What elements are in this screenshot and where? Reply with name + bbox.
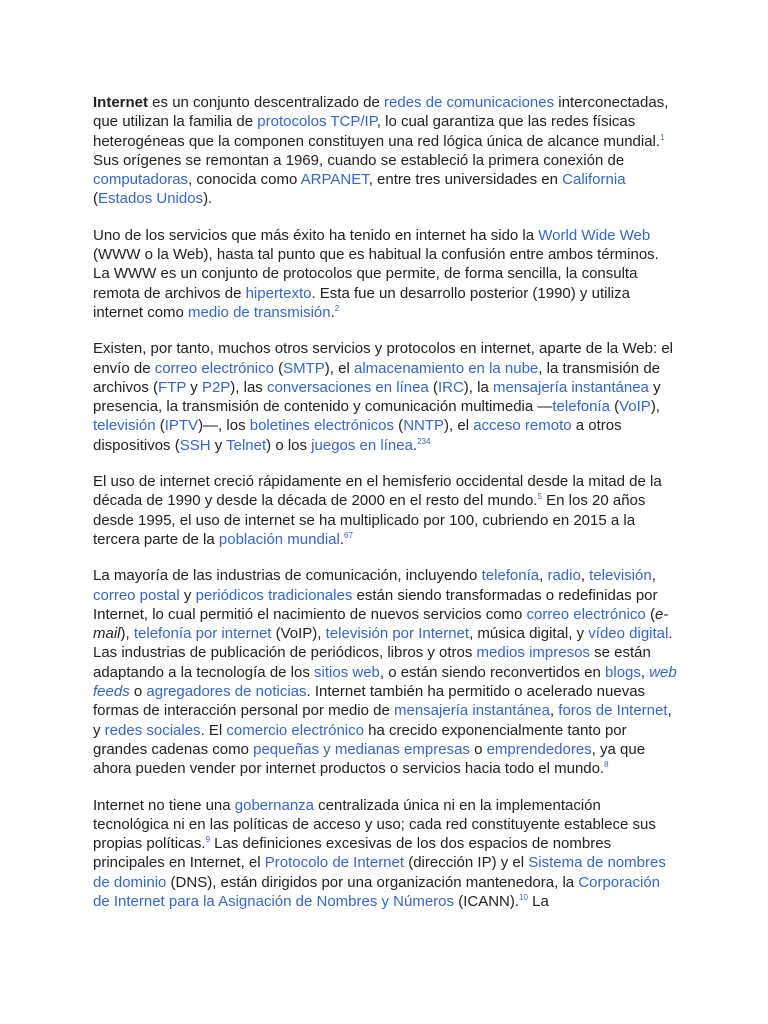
article-link[interactable]: P2P — [201, 378, 231, 396]
text-run: , conocida como — [188, 171, 301, 189]
text-run: Existen, por tanto, muchos otros servicios y protocolos en internet, aparte de la Web: el envío de — [93, 340, 674, 377]
text-run: interconectadas, que utilizan la familia de — [93, 94, 669, 131]
article-link[interactable]: foros de Internet — [558, 702, 668, 720]
text-run: ), la — [463, 378, 493, 396]
reference-link[interactable]: 1 — [660, 132, 665, 142]
text-run: ), el — [324, 359, 354, 377]
article-link[interactable]: VoIP — [619, 398, 651, 416]
article-link[interactable]: redes de comunicaciones — [384, 94, 555, 111]
article-link[interactable]: SSH — [179, 436, 211, 454]
text-run: ( — [394, 417, 404, 435]
article-link[interactable]: redes sociales — [104, 721, 201, 739]
article-link[interactable]: hipertexto — [245, 284, 312, 302]
article-link[interactable]: telefonía — [481, 567, 540, 585]
article-link[interactable]: Sistema de nombres de dominio — [93, 854, 666, 891]
text-run: )—, los — [198, 417, 250, 435]
article-link[interactable]: mensajería instantánea — [394, 702, 550, 720]
article-link[interactable]: gobernanza — [234, 796, 315, 814]
article-link[interactable]: sitios web — [314, 663, 380, 681]
article-link[interactable]: televisión — [589, 567, 652, 585]
reference-link[interactable]: 67 — [344, 530, 353, 540]
article-link[interactable]: Corporación de Internet para la Asignación de Nombres y Números — [93, 873, 661, 910]
text-run: ( — [273, 359, 284, 377]
article-link[interactable]: conversaciones en línea — [266, 378, 429, 396]
paragraph-1 — [93, 93, 678, 209]
article-link[interactable]: agregadores de noticias — [146, 683, 307, 701]
text-run: ( — [609, 398, 620, 416]
article-link[interactable]: ARPANET — [300, 171, 369, 189]
article-link[interactable]: juegos en línea — [311, 436, 413, 454]
text-run: y — [186, 378, 202, 396]
text-run: y — [179, 586, 196, 604]
text-run: Internet no tiene una — [93, 796, 235, 814]
text-run: , o están siendo reconvertidos en — [379, 663, 606, 681]
text-run: . — [339, 530, 344, 548]
article-link[interactable]: Estados Unidos — [98, 190, 204, 208]
article-link[interactable]: Protocolo de Internet — [264, 854, 405, 872]
article-link[interactable]: web feeds — [93, 663, 677, 701]
text-run: (ICANN). — [454, 892, 520, 910]
reference-link[interactable]: 10 — [519, 892, 528, 902]
article-link[interactable]: almacenamiento en la nube — [353, 359, 539, 377]
paragraph-5 — [93, 566, 678, 778]
text-run: ( — [155, 417, 165, 435]
article-link[interactable]: medio de transmisión — [188, 303, 331, 321]
text-run: , música digital, y — [469, 625, 589, 643]
article-link[interactable]: medios impresos — [476, 644, 590, 662]
text-run: ), las — [230, 378, 267, 396]
article-link[interactable]: NNTP — [403, 417, 445, 435]
reference-link[interactable]: 5 — [537, 492, 542, 502]
text-run: (dirección IP) y el — [404, 854, 529, 872]
text-run: se están adaptando a la tecnología de los — [93, 644, 651, 681]
text-run: o — [129, 683, 147, 701]
article-link[interactable]: comercio electrónico — [226, 721, 364, 739]
text-run: ), — [650, 398, 660, 416]
article-link[interactable]: California — [562, 171, 626, 189]
reference-link[interactable]: 8 — [604, 760, 609, 770]
text-run: El uso de internet creció rápidamente en el hemisferio occidental desde la mitad de la década de 1990 y desde la década de 2000 en el resto del mundo. — [93, 473, 662, 510]
article-link[interactable]: mensajería instantánea — [492, 378, 649, 396]
article-link[interactable]: IRC — [437, 378, 464, 396]
text-run: . Las industrias de publicación de periódicos, libros y otros — [93, 625, 673, 662]
reference-link[interactable]: 2 — [334, 303, 340, 313]
article-link[interactable]: televisión — [93, 417, 156, 435]
text-run: . — [412, 436, 418, 454]
text-run: , — [651, 567, 656, 585]
text-run: Las definiciones excesivas de los dos espacios de nombres principales en Internet, el — [93, 835, 612, 872]
text-run: (VoIP), — [271, 625, 326, 643]
article-link[interactable]: correo electrónico — [526, 605, 646, 623]
bold-term: Internet — [93, 94, 149, 111]
article-link[interactable]: población mundial — [218, 530, 340, 548]
text-run: . Esta fue un desarrollo posterior (1990) y utiliza internet como — [93, 284, 630, 321]
text-run: están siendo transformadas o redefinidas por Internet, lo cual permitió el nacimiento de nuevos servicios como — [93, 586, 658, 623]
text-run: , la transmisión de archivos ( — [93, 359, 661, 396]
text-run: . Internet también ha permitido o acelerado nuevas formas de interacción personal por medio de — [93, 683, 646, 720]
text-run: La — [527, 892, 549, 910]
article-link[interactable]: radio — [547, 567, 581, 585]
article-link[interactable]: televisión por Internet — [325, 625, 470, 643]
article-link[interactable]: correo electrónico — [154, 359, 274, 377]
reference-link[interactable]: 9 — [205, 835, 211, 845]
article-link[interactable]: periódicos tradicionales — [195, 586, 353, 604]
article-link[interactable]: computadoras — [93, 171, 189, 189]
article-link[interactable]: boletines electrónicos — [249, 417, 395, 435]
reference-link[interactable]: 234 — [417, 436, 431, 446]
article-link[interactable]: acceso remoto — [473, 417, 572, 435]
text-run: , — [580, 567, 590, 585]
article-link[interactable]: blogs — [605, 663, 641, 681]
text-run: a otros dispositivos ( — [93, 417, 622, 454]
text-run: ( — [645, 605, 655, 623]
text-run: ), — [120, 625, 134, 643]
text-run: ( — [428, 378, 438, 396]
italic-text: e-mail — [93, 605, 669, 643]
article-link[interactable]: World Wide Web — [538, 226, 651, 244]
text-run: La mayoría de las industrias de comunicación, incluyendo — [93, 567, 482, 585]
text-run: , entre tres universidades en — [368, 171, 563, 189]
text-run: , ya que ahora pueden vender por internet productos o servicios hacia todo el mundo. — [93, 740, 646, 778]
article-link[interactable]: IPTV — [164, 417, 199, 435]
paragraph-4 — [93, 472, 678, 549]
text-run: . — [330, 303, 335, 321]
article-link[interactable]: SMTP — [283, 359, 325, 377]
text-run: , — [539, 567, 548, 585]
paragraph-6 — [93, 796, 678, 912]
article-link[interactable]: FTP — [158, 378, 187, 396]
text-run: ), el — [444, 417, 474, 435]
article-link[interactable]: emprendedores — [486, 740, 592, 758]
text-run: (WWW o la Web), hasta tal punto que es habitual la confusión entre ambos términos. La WWW es un conjunto de protocolos que permite, de forma sencilla, la consulta remota de archivos de — [93, 246, 659, 302]
text-run: Sus orígenes se remontan a 1969, cuando se estableció la primera conexión de — [93, 151, 625, 169]
article-link[interactable]: correo postal — [93, 586, 180, 604]
text-run: , y — [93, 702, 672, 739]
text-run: , — [549, 702, 559, 720]
paragraph-3 — [93, 339, 678, 455]
text-run: o — [469, 740, 487, 758]
text-run: es un conjunto descentralizado de — [148, 94, 385, 111]
text-run: ha crecido exponencialmente tanto por grandes cadenas como — [93, 721, 627, 758]
text-run: ) o los — [266, 436, 312, 454]
article-link[interactable]: telefonía por internet — [133, 625, 272, 643]
article-link[interactable]: telefonía — [552, 398, 610, 416]
article-body — [93, 93, 678, 928]
article-link[interactable]: Telnet — [226, 436, 267, 454]
text-run: Uno de los servicios que más éxito ha tenido en internet ha sido la — [93, 226, 539, 244]
text-run: y presencia, la transmisión de contenido y comunicación multimedia — — [93, 378, 661, 416]
text-run: (DNS), están dirigidos por una organización mantenedora, la — [166, 873, 579, 891]
article-link[interactable]: vídeo digital — [588, 625, 669, 643]
article-link[interactable]: pequeñas y medianas empresas — [253, 740, 470, 758]
text-run: En los 20 años desde 1995, el uso de internet se ha multiplicado por 100, cubriendo en 2015 a la tercera parte de la — [93, 492, 646, 548]
text-run: , — [640, 663, 650, 681]
text-run: ). — [203, 190, 213, 208]
text-run: , lo cual garantiza que las redes físicas heterogéneas que la componen constituyen una red lógica única de alcance mundial. — [93, 113, 661, 150]
text-run: centralizada única ni en la implementación tecnológica ni en las políticas de acceso y uso; cada red constituyente establece sus propias políticas. — [93, 796, 656, 853]
article-link[interactable]: protocolos TCP/IP — [257, 113, 377, 131]
text-run: ( — [93, 190, 98, 208]
paragraph-2 — [93, 226, 678, 322]
text-run: y — [210, 436, 227, 454]
text-run: . El — [200, 721, 227, 739]
